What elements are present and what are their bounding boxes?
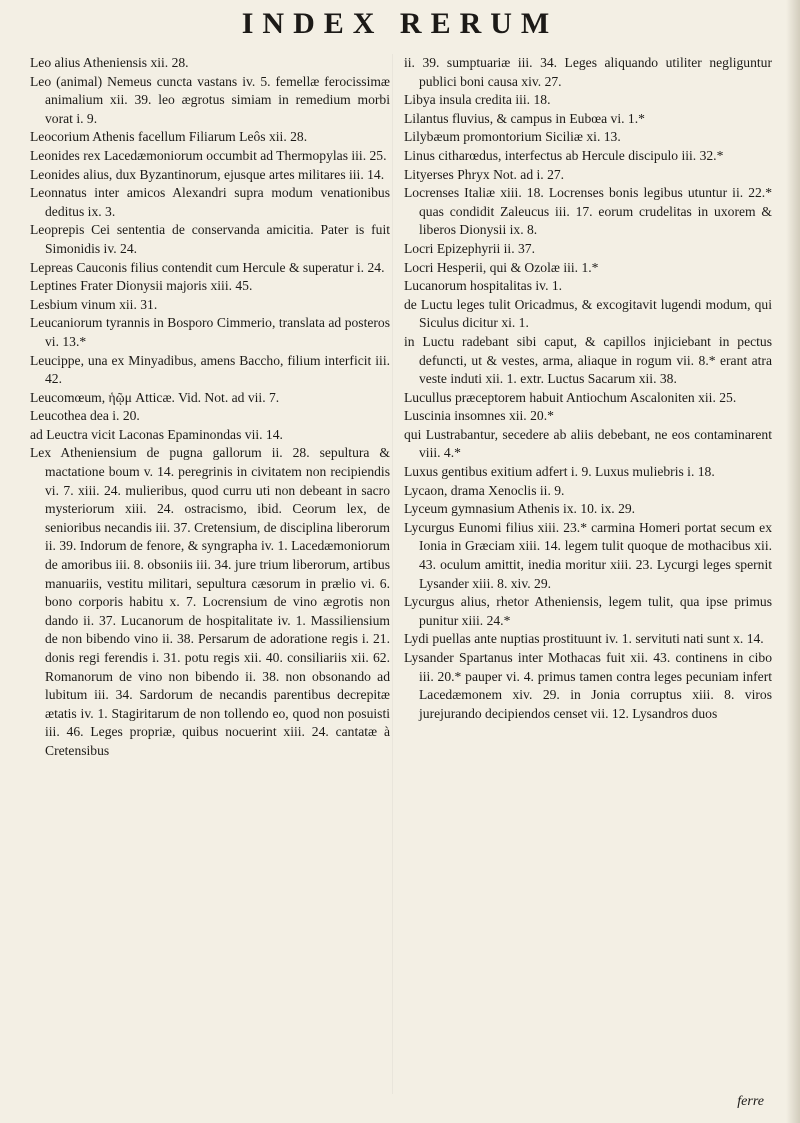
index-entry: Lycaon, drama Xenoclis ii. 9.	[404, 482, 565, 498]
index-entry: Leoprepis Cei sententia de conservanda amicitia. Pater is fuit Simonidis iv. 24.	[30, 222, 390, 256]
index-entry: in Luctu radebant sibi caput, & capillos injiciebant in pectus defuncti, ut & vestes, arma, aliaque in rogum vii. 8.* erant atra veste induti xii. 1. extr. Luctus Sacarum xii. 38.	[404, 333, 772, 387]
index-entry: Lex Atheniensium de pugna gallorum ii. 28. sepultura & mactatione boum v. 14. peregrinis in civitatem non recipiendis vi. 7. xiii. 24. mulieribus, quod curru uti non debeant in sacro mysteriorum xiii. 24. ostracismo, ibid. Ceorum lex, de senioribus necandis iii. 37. Cretensium, de disciplina liberorum ii. 39. Indorum de fenore, & syngrapha iv. 1. Lacedæmoniorum de amoribus iii. 8. obsoniis iii. 34. jure trium liberorum, artibus manuariis, vestitu militari, sepultura cæsorum in prælio vi. 6. bono corporis habitu x. 7. Locrensium de vino ægrotis non dando ii. 37. Lucanorum de hospitalitate iv. 1. Massiliensium de non bibendo vino ii. 38. Persarum de adoratione regis i. 21. donis regi ferendis i. 31. potu regis xii. 40. consiliariis xii. 62. Romanorum de vino non bibendo ii. 38. non obsonando ad lubitum iii. 34. Sardorum de necandis parentibus decrepitæ ætatis iv. 1. Stagiritarum de non tollendo eo, quod non posuisti iii. 46. Leges propriæ, quibus nocuerint xiii. 24. cantatæ à Cretensibus	[30, 445, 390, 758]
index-entry: Locrenses Italiæ xiii. 18. Locrenses bonis legibus utuntur ii. 22.* quas condidit Zaleucus iii. 17. eorum crudelitas in uxorem & liberos Dionysii ix. 8.	[404, 185, 772, 238]
index-entry: Leucaniorum tyrannis in Bosporo Cimmerio, translata ad posteros vi. 13.*	[30, 315, 390, 349]
right-column	[404, 54, 772, 723]
left-column	[30, 54, 390, 761]
index-entry: Leonnatus inter amicos Alexandri supra modum venationibus deditus ix. 3.	[30, 185, 390, 219]
index-entry: Lycurgus alius, rhetor Atheniensis, legem tulit, qua ipse primus punitur xiii. 24.*	[404, 594, 772, 628]
index-entry: Leocorium Athenis facellum Filiarum Leôs xii. 28.	[30, 129, 308, 145]
index-entry: Lilybæum promontorium Siciliæ xi. 13.	[404, 129, 621, 145]
index-entry: qui Lustrabantur, secedere ab aliis debebant, ne eos contaminarent viii. 4.*	[404, 426, 772, 461]
index-entry: Lysander Spartanus inter Mothacas fuit xii. 43. continens in cibo iii. 20.* pauper vi. 4. primus tamen contra leges pecuniam infert Lacedæmonem xiv. 29. in Jonia corruptus xiii. 8. viros jurejurando decipiendos censet vii. 12. Lysandros duos	[404, 650, 772, 721]
page-header: INDEX RERUM	[241, 7, 559, 40]
index-entry: Luscinia insomnes xii. 20.*	[404, 408, 554, 424]
index-entry: Leonides rex Lacedæmoniorum occumbit ad Thermopylas iii. 25.	[30, 147, 387, 163]
index-entry: Lucullus præceptorem habuit Antiochum Ascaloniten xii. 25.	[404, 389, 737, 405]
index-entry: Lydi puellas ante nuptias prostituunt iv. 1. servituti nati sunt x. 14.	[404, 631, 764, 647]
column-gutter	[392, 54, 393, 1094]
index-entry: Lucanorum hospitalitas iv. 1.	[404, 278, 563, 294]
index-entry: ad Leuctra vicit Laconas Epaminondas vii. 14.	[30, 426, 283, 442]
page-edge-shadow	[786, 0, 800, 1123]
index-entry: Lepreas Cauconis filius contendit cum Hercule & superatur i. 24.	[30, 259, 385, 275]
index-entry: Leucippe, una ex Minyadibus, amens Baccho, filium interficit iii. 42.	[30, 352, 390, 387]
index-entry: Luxus gentibus exitium adfert i. 9. Luxus muliebris i. 18.	[404, 464, 715, 480]
index-entry: Leucomœum, ἡῷμ Atticæ. Vid. Not. ad vii. 7.	[30, 389, 280, 405]
index-entry: Leo (animal) Nemeus cuncta vastans iv. 5. femellæ ferocissimæ animalium xii. 39. leo ægrotus simiam in remedium morbi vorat i. 9.	[30, 73, 390, 126]
index-entry: ii. 39. sumptuariæ iii. 34. Leges aliquando utiliter negliguntur publici boni causa xiv. 27.	[404, 55, 772, 89]
index-entry: Lycurgus Eunomi filius xiii. 23.* carmina Homeri portat secum ex Ionia in Græciam xiii. 14. legem tulit quoque de mothacibus xii. 43. oculum amittit, inedia moritur xiii. 23. Lycurgi leges spernit Lysander xiii. 8. xiv. 29.	[404, 519, 772, 591]
index-entry: Lyceum gymnasium Athenis ix. 10. ix. 29.	[404, 501, 636, 517]
catchword: ferre	[737, 1094, 764, 1109]
index-entry: Libya insula credita iii. 18.	[404, 92, 551, 108]
index-entry: Leptines Frater Dionysii majoris xiii. 45.	[30, 278, 253, 294]
index-entry: Lityerses Phryx Not. ad i. 27.	[404, 166, 565, 182]
index-entry: de Luctu leges tulit Oricadmus, & excogitavit lugendi modum, qui Siculus dicitur xi. 1.	[404, 296, 772, 331]
index-entry: Leo alius Atheniensis xii. 28.	[30, 55, 189, 70]
index-entry: Lesbium vinum xii. 31.	[30, 296, 158, 312]
index-entry: Leucothea dea i. 20.	[30, 408, 140, 424]
index-entry: Locri Hesperii, qui & Ozolæ iii. 1.*	[404, 259, 599, 275]
index-entry: Lilantus fluvius, & campus in Eubœa vi. 1.*	[404, 110, 645, 126]
index-entry: Locri Epizephyrii ii. 37.	[404, 240, 535, 256]
index-entry: Leonides alius, dux Byzantinorum, ejusque artes militares iii. 14.	[30, 166, 385, 182]
index-entry: Linus citharœdus, interfectus ab Hercule discipulo iii. 32.*	[404, 147, 724, 163]
